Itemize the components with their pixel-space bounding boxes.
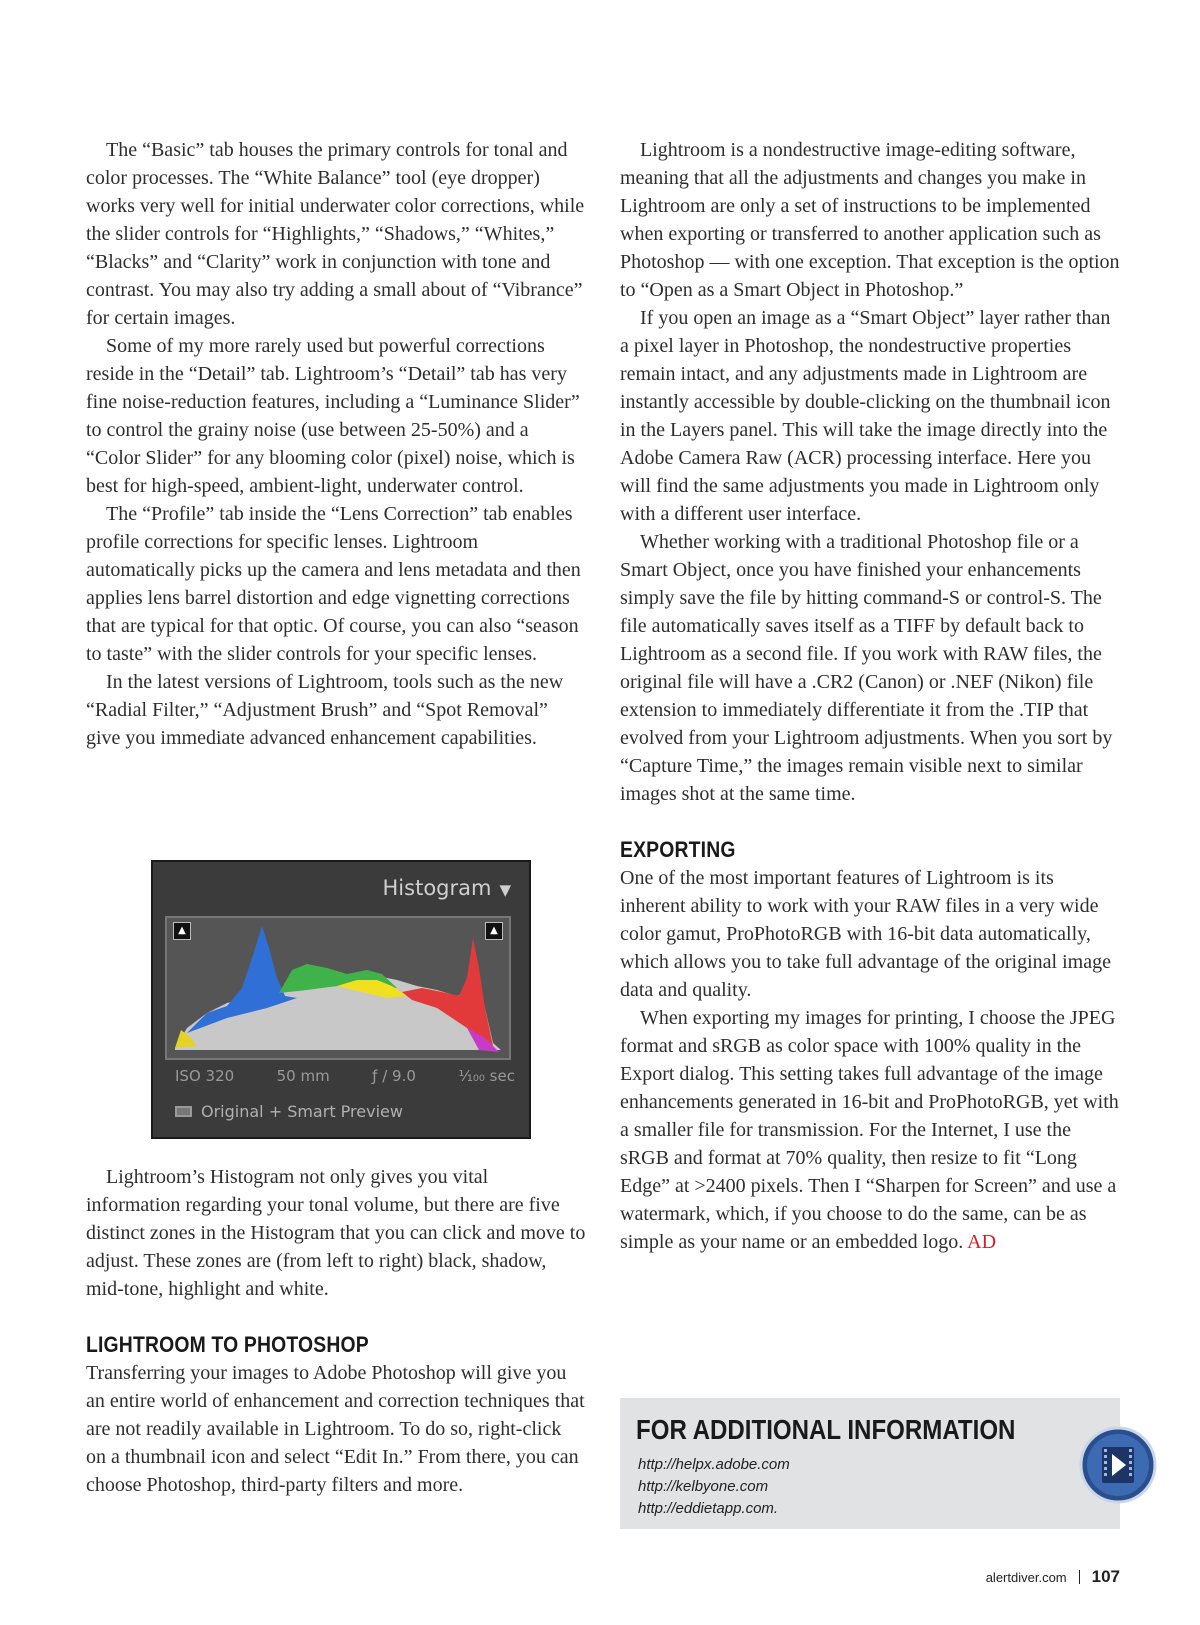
- histogram-title-label: Histogram: [382, 876, 492, 900]
- section-heading-exporting: EXPORTING: [620, 837, 736, 862]
- iso-value: ISO 320: [175, 1067, 235, 1085]
- histogram-panel-image: [151, 860, 531, 1139]
- right-column: [620, 136, 1120, 1256]
- body-paragraph: The “Profile” tab inside the “Lens Correction” tab enables profile corrections for specific lenses. Lightroom automatically picks up the camera and lens metadata and then applies lens barrel distortion and edge vignetting corrections that are typical for that optic. Of course, you can also “season to taste” with the slider controls for your specific lenses.: [86, 503, 581, 665]
- info-box-title: FOR ADDITIONAL INFORMATION: [636, 1414, 1016, 1445]
- end-mark: AD: [967, 1231, 997, 1253]
- footer-divider: [1079, 1570, 1080, 1584]
- page-number: 107: [1091, 1567, 1120, 1586]
- body-paragraph: If you open an image as a “Smart Object” layer rather than a pixel layer in Photoshop, the nondestructive properties remain intact, and any adjustments made in Lightroom are instantly accessible by double-clicking on the thumbnail icon in the Layers panel. This will take the image directly into the Adobe Camera Raw (ACR) processing interface. Here you will find the same adjustments you made in Lightroom only with a different user interface.: [620, 307, 1111, 525]
- body-paragraph: The “Basic” tab houses the primary controls for tonal and color processes. The “White Balance” tool (eye dropper) works very well for initial underwater color corrections, while the slider controls for “Highlights,” “Shadows,” “Whites,” “Blacks” and “Clarity” work in conjunction with tone and contrast. You may also try adding a small about of “Vibrance” for certain images.: [86, 139, 585, 329]
- shutter-value: ¹⁄₁₀₀ sec: [458, 1067, 515, 1085]
- section-heading-lightroom-to-photoshop: LIGHTROOM TO PHOTOSHOP: [86, 1332, 369, 1357]
- info-links: [638, 1454, 790, 1520]
- body-paragraph: Some of my more rarely used but powerful corrections reside in the “Detail” tab. Lightroom’s “Detail” tab has very fine noise-reduction features, including a “Luminance Slider” to control the grainy noise (use between 25-50%) and a “Color Slider” for any blooming color (pixel) noise, which is best for high-speed, ambient-light, underwater control.: [86, 335, 580, 497]
- histogram-caption: Lightroom’s Histogram not only gives you vital information regarding your tonal volume, but there are five distinct zones in the Histogram that you can click and move to adjust. These zones are (from left to right) black, shadow, mid-tone, highlight and white.: [86, 1166, 586, 1300]
- additional-info-box: [620, 1398, 1120, 1529]
- body-paragraph: Whether working with a traditional Photoshop file or a Smart Object, once you have finished your enhancements simply save the file by hitting command-S or control-S. The file automatically saves itself as a TIFF by default back to Lightroom as a second file. If you work with RAW files, the original file will have a .CR2 (Canon) or .NEF (Nikon) file extension to immediately differentiate it from the .TIP that evolved from your Lightroom adjustments. When you sort by “Capture Time,” the images remain visible next to similar images shot at the same time.: [620, 531, 1113, 805]
- focal-length-value: 50 mm: [276, 1067, 330, 1085]
- histogram-metadata: [175, 1067, 515, 1085]
- aperture-value: ƒ / 9.0: [372, 1067, 416, 1085]
- body-text: When exporting my images for printing, I choose the JPEG format and sRGB as color space with 100% quality in the Export dialog. This setting takes full advantage of the image enhancements generated in 16-bit and ProPhotoRGB, yet with a smaller file for transmission. For the Internet, I use the sRGB and format at 70% quality, then resize to fit “Long Edge” at >2400 pixels. Then I “Sharpen for Screen” and use a watermark, which, if you choose to do the same, can be as simple as your name or an embedded logo.: [620, 1007, 1119, 1253]
- body-paragraph: Lightroom is a nondestructive image-editing software, meaning that all the adjustments and changes you make in Lightroom are only a set of instructions to be implemented when exporting or transferred to another application such as Photoshop — with one exception. That exception is the option to “Open as a Smart Object in Photoshop.”: [620, 139, 1120, 301]
- shadow-clipping-icon: ▲: [173, 922, 191, 940]
- left-column-lower: [86, 1163, 586, 1499]
- histogram-title: [383, 876, 511, 900]
- link-eddietapp[interactable]: http://eddietapp.com.: [638, 1500, 779, 1517]
- left-column: [86, 136, 586, 752]
- histogram-preview-status: [175, 1102, 403, 1121]
- highlight-clipping-icon: ▲: [485, 922, 503, 940]
- footer-site: alertdiver.com: [985, 1569, 1067, 1585]
- preview-label: Original + Smart Preview: [201, 1102, 403, 1121]
- histogram-graph: [165, 916, 511, 1060]
- smart-preview-icon: [175, 1106, 192, 1117]
- histogram-curve-graphic: [167, 918, 509, 1058]
- video-play-icon[interactable]: [1078, 1425, 1158, 1505]
- body-paragraph: Transferring your images to Adobe Photoshop will give you an entire world of enhancement and correction techniques that are not readily available in Lightroom. To do so, right-click on a thumbnail icon and select “Edit In.” From there, you can choose Photoshop, third-party filters and more.: [86, 1362, 585, 1496]
- body-paragraph: In the latest versions of Lightroom, tools such as the new “Radial Filter,” “Adjustment Brush” and “Spot Removal” give you immediate advanced enhancement capabilities.: [86, 671, 564, 749]
- body-paragraph: One of the most important features of Lightroom is its inherent ability to work with your RAW files in a very wide color gamut, ProPhotoRGB with 16-bit data automatically, which allows you to take full advantage of the original image data and quality.: [620, 867, 1111, 1001]
- body-paragraph: [620, 1004, 1120, 1256]
- collapse-triangle-icon: ▼: [499, 881, 511, 899]
- page-footer: [986, 1567, 1120, 1587]
- link-adobe[interactable]: http://helpx.adobe.com: [638, 1456, 790, 1473]
- link-kelbyone[interactable]: http://kelbyone.com: [638, 1478, 769, 1495]
